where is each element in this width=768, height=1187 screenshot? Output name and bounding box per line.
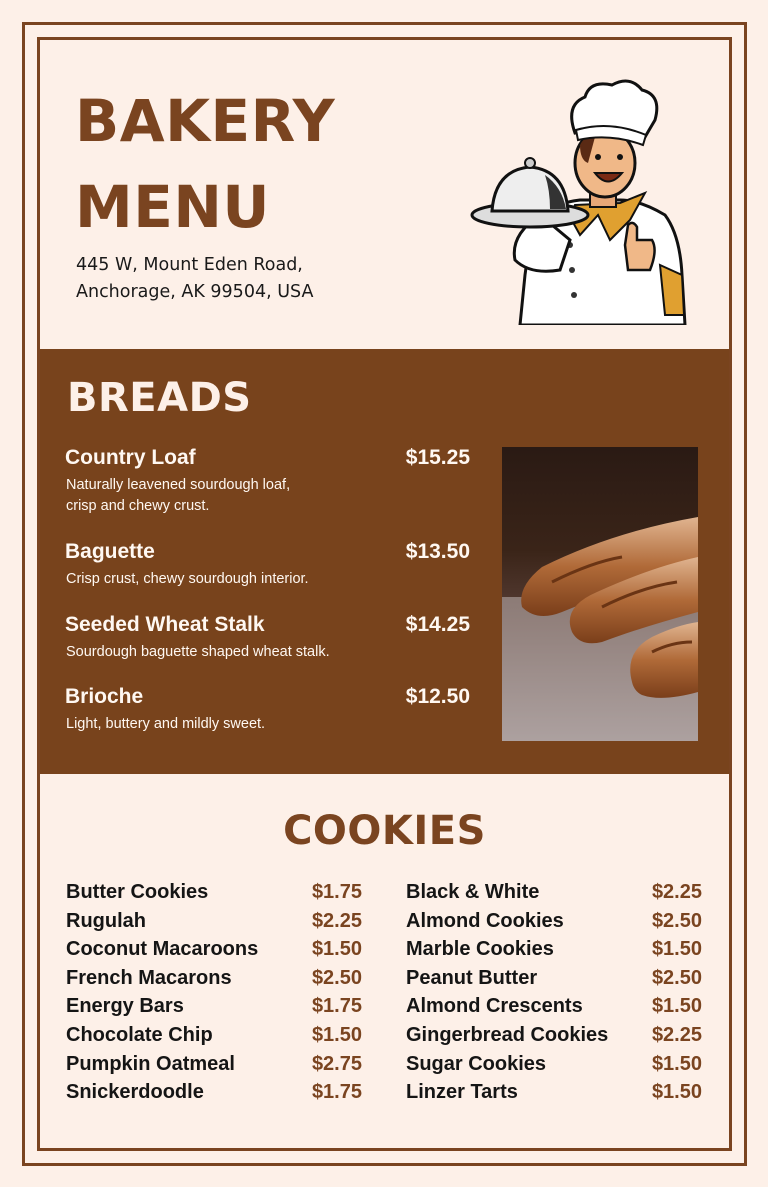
cookie-price: $1.50: [651, 938, 702, 961]
cookie-name: Gingerbread Cookies: [406, 1023, 609, 1046]
cookie-price: $2.50: [651, 966, 702, 989]
cookie-item: [66, 1050, 362, 1079]
cookie-price: $1.75: [311, 1081, 362, 1104]
cookies-heading: COOKIES: [283, 808, 486, 854]
bread-description-line: Light, buttery and mildly sweet.: [66, 716, 266, 732]
cookie-item: [406, 878, 702, 907]
cookie-name: Butter Cookies: [66, 881, 209, 903]
cookie-name: Pumpkin Oatmeal: [66, 1052, 235, 1075]
cookie-name: Sugar Cookies: [406, 1052, 547, 1075]
page-title: [75, 78, 335, 250]
cookie-name: Linzer Tarts: [406, 1081, 518, 1104]
cookie-price: $1.75: [311, 881, 362, 903]
cookie-name: Snickerdoodle: [66, 1081, 204, 1104]
cookie-price: $2.75: [311, 1052, 362, 1075]
bread-item-brioche: [65, 684, 470, 735]
cookie-name: Energy Bars: [66, 995, 184, 1018]
cookie-price: $1.50: [311, 938, 362, 961]
bread-price: $14.25: [405, 613, 470, 636]
cookie-price: $2.25: [651, 881, 702, 903]
cookie-price: $1.75: [311, 995, 362, 1018]
cookie-price: $2.25: [651, 1023, 702, 1046]
cookie-item: [66, 1078, 362, 1107]
cookie-item: [66, 907, 362, 936]
bread-description-line: Sourdough baguette shaped wheat stalk.: [66, 644, 330, 660]
bread-description-line: crisp and chewy crust.: [66, 498, 210, 514]
breads-heading: BREADS: [67, 375, 252, 421]
bread-name: Baguette: [65, 540, 155, 563]
cookie-item: [406, 1021, 702, 1050]
address-line-2: Anchorage, AK 99504, USA: [76, 282, 314, 302]
bread-name: Seeded Wheat Stalk: [65, 613, 265, 636]
cookie-item: [66, 935, 362, 964]
bread-item-seeded-wheat-stalk: [65, 612, 470, 663]
cookie-price: $2.50: [311, 966, 362, 989]
cookie-name: Marble Cookies: [406, 938, 554, 961]
cookies-list-left: [66, 878, 362, 1107]
cookie-item: [406, 992, 702, 1021]
cookie-name: Almond Crescents: [406, 995, 583, 1018]
cookie-name: Rugulah: [66, 909, 146, 932]
cookie-price: $1.50: [651, 1052, 702, 1075]
cookie-item: [406, 907, 702, 936]
menu-header: [40, 40, 729, 349]
bakery-address: [76, 252, 313, 306]
bread-price: $12.50: [405, 685, 470, 708]
bread-description: [66, 714, 470, 735]
bread-description-line: Crisp crust, chewy sourdough interior.: [66, 571, 309, 587]
cookie-price: $2.50: [651, 909, 702, 932]
cookie-item: [66, 1021, 362, 1050]
cookie-name: French Macarons: [66, 966, 232, 989]
bread-description-line: Naturally leavened sourdough loaf,: [66, 477, 291, 493]
cookie-name: Coconut Macaroons: [66, 938, 259, 961]
cookie-item: [406, 1078, 702, 1107]
title-line-2: MENU: [75, 173, 270, 241]
cookie-name: Almond Cookies: [406, 909, 564, 932]
bread-name: Country Loaf: [65, 446, 196, 469]
cookie-price: $1.50: [311, 1023, 362, 1046]
bread-description: [66, 642, 470, 663]
chef-illustration-icon: [470, 75, 700, 325]
cookie-name: Black & White: [406, 881, 540, 903]
cookie-item: [66, 964, 362, 993]
bread-description: [66, 569, 470, 590]
cookie-name: Peanut Butter: [406, 966, 538, 989]
bread-price: $15.25: [405, 446, 470, 469]
breads-section: [40, 349, 729, 774]
cookie-item: [406, 964, 702, 993]
cookie-name: Chocolate Chip: [66, 1023, 213, 1046]
bread-item-baguette: [65, 539, 470, 590]
cookie-price: $1.50: [651, 995, 702, 1018]
cookie-item: [406, 1050, 702, 1079]
cookie-item: [406, 935, 702, 964]
title-line-1: BAKERY: [75, 87, 336, 155]
cookie-price: $1.50: [651, 1081, 702, 1104]
bread-price: $13.50: [405, 540, 470, 563]
cookies-list-right: [406, 878, 702, 1107]
cookie-item: [66, 878, 362, 907]
bread-item-country-loaf: [65, 445, 470, 517]
cookie-price: $2.25: [311, 909, 362, 932]
address-line-1: 445 W, Mount Eden Road,: [76, 255, 303, 275]
cookie-item: [66, 992, 362, 1021]
baguettes-photo: [502, 447, 698, 741]
bread-description: [66, 475, 470, 517]
bread-name: Brioche: [65, 685, 144, 708]
